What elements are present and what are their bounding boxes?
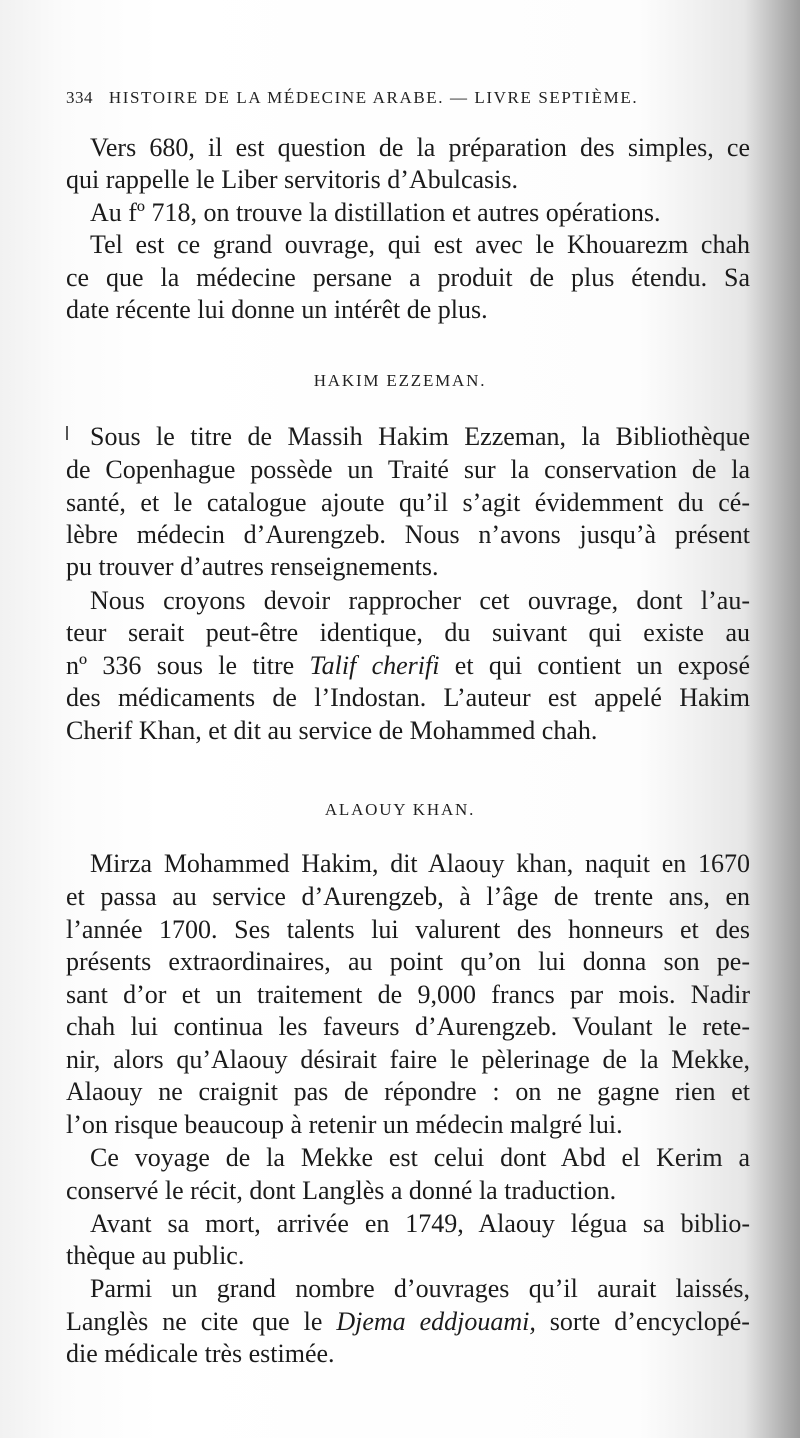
text-line: Cherif Khan, et dit au service de Mohammed chah. [66,716,598,745]
text-line: de Copenhague possède un Traité sur la conservation de la [66,455,750,484]
work-title-italic: Talif cherifi [309,651,440,680]
margin-mark [66,426,68,440]
text-line-with-title [66,1306,750,1338]
text-line: pu trouver d’autres renseignements. [66,552,439,581]
text-line: date récente lui donne un intérêt de plus. [66,295,488,324]
text-line: Avant sa mort, arrivée en 1749, Alaouy légua sa biblio- [90,1209,750,1238]
text-line: Nous croyons devoir rapprocher cet ouvrage, dont l’au- [90,586,750,615]
text-line: nir, alors qu’Alaouy désirait faire le pèlerinage de la Mekke, [66,1045,750,1074]
running-head [66,88,706,108]
text-line: Vers 680, il est question de la préparation des simples, ce [90,133,750,162]
text-line: Au fº 718, on trouve la distillation et autres opérations. [90,198,661,227]
page-number: 334 [66,88,93,107]
text-line: Sous le titre de Massih Hakim Ezzeman, la Bibliothèque [90,422,750,451]
text-line: Ce voyage de la Mekke est celui dont Abd el Kerim a [90,1143,750,1172]
text-span: et qui contient un exposé [439,651,750,680]
text-line: thèque au public. [66,1241,245,1270]
text-line: et passa au service d’Aurengzeb, à l’âge de trente ans, en [66,882,750,911]
text-line: des médicaments de l’Indostan. L’auteur est appelé Hakim [66,683,750,712]
text-line: chah lui continua les faveurs d’Aurengzeb. Voulant le rete- [66,1012,750,1041]
text-line: die médicale très estimée. [66,1339,335,1368]
text-line: ce que la médecine persane a produit de plus étendu. Sa [66,263,750,292]
text-line: qui rappelle le Liber servitoris d’Abulcasis. [66,165,518,194]
text-line: Parmi un grand nombre d’ouvrages qu’il aurait laissés, [90,1274,750,1303]
text-span: sorte d’encyclopé- [535,1307,750,1336]
text-span: nº 336 sous le titre [66,651,310,680]
text-line: Mirza Mohammed Hakim, dit Alaouy khan, naquit en 1670 [90,849,750,878]
text-line: présents extraordinaires, au point qu’on lui donna son pe- [66,947,750,976]
section-heading-alaouy-khan: ALAOUY KHAN. [324,800,476,819]
text-line: santé, et le catalogue ajoute qu’il s’agit évidemment du cé- [66,488,750,517]
text-line: l’on risque beaucoup à retenir un médecin malgré lui. [66,1110,623,1139]
text-line: teur serait peut-être identique, du suivant qui existe au [66,618,750,647]
text-line: sant d’or et un traitement de 9,000 francs par mois. Nadir [66,980,750,1009]
section-heading-hakim-ezzeman: HAKIM EZZEMAN. [313,371,487,390]
text-line-with-title [66,650,750,682]
text-line: Tel est ce grand ouvrage, qui est avec le Khouarezm chah [90,230,750,259]
text-line: conservé le récit, dont Langlès a donné la traduction. [66,1176,617,1205]
work-title-italic: Djema eddjouami, [336,1307,536,1336]
running-title: HISTOIRE DE LA MÉDECINE ARABE. — LIVRE SEPTIÈME. [108,88,639,107]
text-span: Langlès ne cite que le [66,1307,337,1336]
text-line: lèbre médecin d’Aurengzeb. Nous n’avons jusqu’à présent [66,520,750,549]
text-line: l’année 1700. Ses talents lui valurent des honneurs et des [66,915,750,944]
text-line: Alaouy ne craignit pas de répondre : on ne gagne rien et [66,1077,750,1106]
